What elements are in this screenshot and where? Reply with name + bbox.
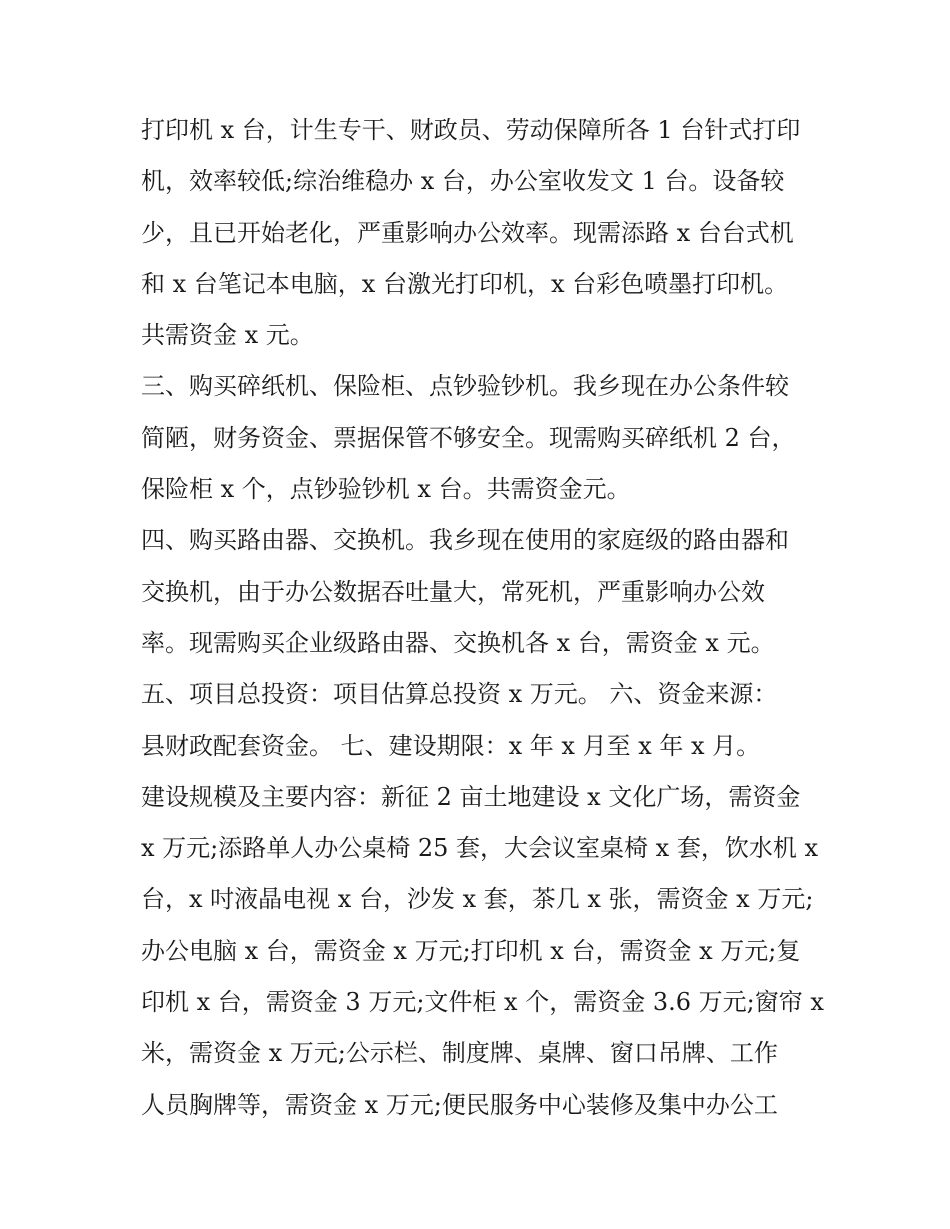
text-line: 保险柜 x 个，点钞验钞机 x 台。共需资金元。 [141,475,631,504]
section-heading-5-6: 五、项目总投资：项目估算总投资 x 万元。 六、资金来源： [141,680,778,709]
text-line: 交换机，由于办公数据吞吐量大，常死机，严重影响办公效 [141,577,765,606]
text-line: 共需资金 x 元。 [141,321,314,350]
text-line: x 万元;添路单人办公桌椅 25 套，大会议室桌椅 x 套，饮水机 x [141,834,819,863]
text-line: 米，需资金 x 万元;公示栏、制度牌、桌牌、窗口吊牌、工作 [141,1039,778,1068]
text-line: 机，效率较低;综治维稳办 x 台，办公室收发文 1 台。设备较 [141,167,785,196]
text-line: 印机 x 台，需资金 3 万元;文件柜 x 个，需资金 3.6 万元;窗帘 x [141,988,824,1017]
section-heading-4: 四、购买路由器、交换机。我乡现在使用的家庭级的路由器和 [141,526,789,555]
text-line: 简陋，财务资金、票据保管不够安全。现需购买碎纸机 2 台， [141,423,796,452]
document-body [141,105,824,1131]
text-line: 少，且已开始老化，严重影响办公效率。现需添路 x 台台式机 [141,218,794,247]
text-line: 县财政配套资金。 七、建设期限：x 年 x 月至 x 年 x 月。 [141,731,761,760]
text-line: 建设规模及主要内容：新征 2 亩土地建设 x 文化广场，需资金 [141,782,801,811]
text-line: 率。现需购买企业级路由器、交换机各 x 台，需资金 x 元。 [141,628,775,657]
text-line: 办公电脑 x 台，需资金 x 万元;打印机 x 台，需资金 x 万元;复 [141,936,801,965]
text-line: 和 x 台笔记本电脑，x 台激光打印机，x 台彩色喷墨打印机。 [141,269,789,298]
text-line: 打印机 x 台，计生专干、财政员、劳动保障所各 1 台针式打印 [141,116,801,144]
text-line: 台，x 吋液晶电视 x 台，沙发 x 套，茶几 x 张，需资金 x 万元; [141,885,814,914]
section-heading-3: 三、购买碎纸机、保险柜、点钞验钞机。我乡现在办公条件较 [141,372,789,401]
text-line: 人员胸牌等，需资金 x 万元;便民服务中心装修及集中办公工 [141,1090,778,1119]
